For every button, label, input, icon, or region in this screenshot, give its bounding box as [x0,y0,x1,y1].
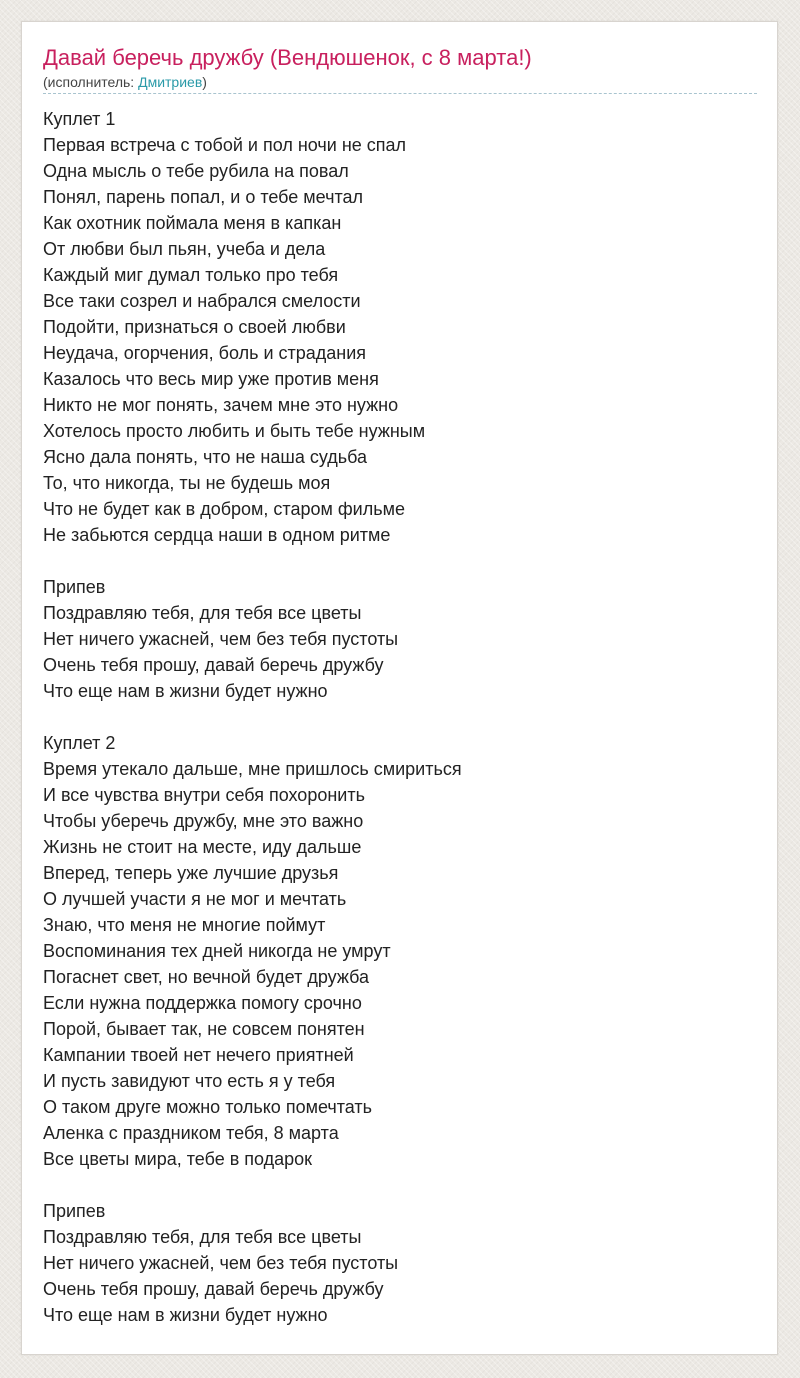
lyric-line: О лучшей участи я не мог и мечтать [43,889,347,909]
lyric-line: Все цветы мира, тебе в подарок [43,1149,313,1169]
lyric-line: Подойти, признаться о своей любви [43,317,346,337]
lyric-line: Если нужна поддержка помогу срочно [43,993,362,1013]
stanza-gap [43,548,763,574]
lyric-line: Ясно дала понять, что не наша судьба [43,447,368,467]
lyrics-text [43,106,763,1328]
artist-line [43,73,207,91]
lyric-line: Что еще нам в жизни будет нужно [43,1305,328,1325]
lyric-line: Все таки созрел и набрался смелости [43,291,361,311]
song-title: Давай беречь дружбу (Вендюшенок, с 8 марта!) [43,45,532,70]
lyric-line: То, что никогда, ты не будешь моя [43,473,331,493]
lyric-line: Хотелось просто любить и быть тебе нужным [43,421,426,441]
verse-1 [43,106,763,548]
lyric-line: Как охотник поймала меня в капкан [43,213,342,233]
lyric-line: От любви был пьян, учеба и дела [43,239,326,259]
lyric-line: Жизнь не стоит на месте, иду дальше [43,837,362,857]
stanza-gap [43,704,763,730]
artist-suffix: ) [202,74,207,90]
lyric-line: Время утекало дальше, мне пришлось смириться [43,759,462,779]
lyric-line: Чтобы уберечь дружбу, мне это важно [43,811,364,831]
lyric-line: Погаснет свет, но вечной будет дружба [43,967,370,987]
lyric-line: Очень тебя прошу, давай беречь дружбу [43,1279,384,1299]
lyric-line: Нет ничего ужасней, чем без тебя пустоты [43,629,399,649]
lyric-line: Одна мысль о тебе рубила на повал [43,161,349,181]
lyric-line: Знаю, что меня не многие поймут [43,915,326,935]
lyric-line: Очень тебя прошу, давай беречь дружбу [43,655,384,675]
lyric-line: Нет ничего ужасней, чем без тебя пустоты [43,1253,399,1273]
lyric-line: Поздравляю тебя, для тебя все цветы [43,1227,362,1247]
verse-2 [43,730,763,1172]
lyric-line: Воспоминания тех дней никогда не умрут [43,941,391,961]
lyric-line: Что не будет как в добром, старом фильме [43,499,406,519]
title-divider [43,93,757,94]
artist-link[interactable]: Дмитриев [138,74,203,90]
artist-prefix: (исполнитель: [43,74,139,90]
lyric-line: Вперед, теперь уже лучшие друзья [43,863,339,883]
lyric-line: Никто не мог понять, зачем мне это нужно [43,395,399,415]
lyric-line: Куплет 1 [43,109,116,129]
lyrics-card [21,21,778,1355]
lyric-line: Кампании твоей нет нечего приятней [43,1045,354,1065]
lyric-line: И все чувства внутри себя похоронить [43,785,365,805]
stanza-gap [43,1172,763,1198]
lyric-line: Куплет 2 [43,733,116,753]
lyric-line: Понял, парень попал, и о тебе мечтал [43,187,364,207]
chorus-1 [43,574,763,704]
lyric-line: Что еще нам в жизни будет нужно [43,681,328,701]
lyric-line: И пусть завидуют что есть я у тебя [43,1071,336,1091]
lyric-line: Порой, бывает так, не совсем понятен [43,1019,365,1039]
lyric-line: Не забьются сердца наши в одном ритме [43,525,391,545]
lyric-line: Аленка с праздником тебя, 8 марта [43,1123,339,1143]
lyric-line: О таком друге можно только помечтать [43,1097,373,1117]
lyric-line: Неудача, огорчения, боль и страдания [43,343,367,363]
lyric-line: Поздравляю тебя, для тебя все цветы [43,603,362,623]
lyric-line: Припев [43,577,106,597]
lyric-line: Припев [43,1201,106,1221]
lyric-line: Первая встреча с тобой и пол ночи не спал [43,135,407,155]
lyric-line: Казалось что весь мир уже против меня [43,369,379,389]
lyric-line: Каждый миг думал только про тебя [43,265,339,285]
chorus-2 [43,1198,763,1328]
